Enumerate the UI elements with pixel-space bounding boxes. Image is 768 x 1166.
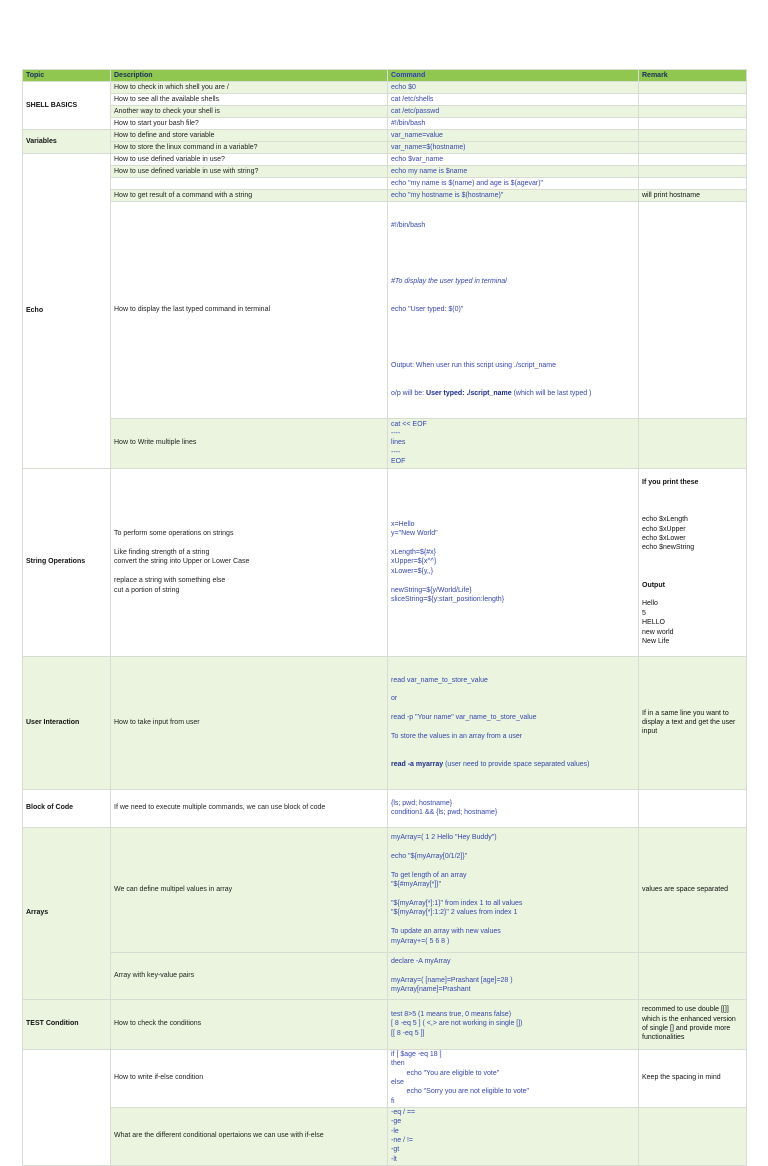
- row-desc: How to use defined variable in use with string?: [111, 166, 388, 178]
- row-remark: [639, 106, 747, 118]
- spacer: [642, 497, 743, 506]
- cmd-emphasis: read -a myarray: [391, 761, 444, 769]
- row-cmd: x=Hello y="New World" xLength=${#x} xUpper=${x^^} xLower=${y,,} newString=${y/World/Life} sliceString=${y:start_position:length}: [388, 468, 639, 656]
- table-row: [23, 190, 747, 202]
- cmd-comment: #To display the user typed in terminal: [391, 277, 507, 285]
- header-topic: Topic: [23, 70, 111, 82]
- table-row: [23, 999, 747, 1049]
- table-row: [23, 468, 747, 656]
- row-desc: How to check in which shell you are /: [111, 82, 388, 94]
- topic-empty: [23, 1049, 111, 1165]
- row-remark: [639, 154, 747, 166]
- cmd-emphasis: User typed: ./script_name: [426, 390, 512, 398]
- row-desc: How to take input from user: [111, 656, 388, 789]
- row-remark: [639, 1107, 747, 1165]
- row-cmd: cat << EOF ---- lines ---- EOF: [388, 418, 639, 468]
- table-row: [23, 827, 747, 952]
- topic-string-operations: String Operations: [23, 468, 111, 656]
- cmd-line: #!/bin/bash: [391, 221, 426, 229]
- remark-heading: Output: [642, 581, 665, 589]
- row-desc: How to Write multiple lines: [111, 418, 388, 468]
- row-cmd: echo "my hostname is $(hostname)": [388, 190, 639, 202]
- table-row: [23, 142, 747, 154]
- row-remark: Keep the spacing in mind: [639, 1049, 747, 1107]
- row-desc: If we need to execute multiple commands, we can use block of code: [111, 789, 388, 827]
- table-row: [23, 82, 747, 94]
- row-desc: [111, 178, 388, 190]
- row-remark: [639, 952, 747, 999]
- table-row: [23, 130, 747, 142]
- header-row: [23, 70, 747, 82]
- row-desc: How to see all the available shells: [111, 94, 388, 106]
- cmd-lines: read var_name_to_store_value or read -p "Your name" var_name_to_store_value To store the values in an array from a user: [391, 676, 537, 741]
- row-desc: What are the different conditional opertaions we can use with if-else: [111, 1107, 388, 1165]
- row-remark: [639, 94, 747, 106]
- row-cmd: echo "my name is $(name) and age is $(agevar)": [388, 178, 639, 190]
- row-desc: How to get result of a command with a string: [111, 190, 388, 202]
- header-command: Command: [388, 70, 639, 82]
- table-row: [23, 178, 747, 190]
- table-row: [23, 789, 747, 827]
- spacer: [391, 333, 635, 342]
- table-row: [23, 154, 747, 166]
- header-remark: Remark: [639, 70, 747, 82]
- cheatsheet-table: [22, 69, 747, 1166]
- table-row: [23, 106, 747, 118]
- row-remark: [639, 166, 747, 178]
- row-desc: To perform some operations on strings Like finding strength of a string convert the string into Upper or Lower Case replace a string with something else cut a portion of string: [111, 468, 388, 656]
- row-cmd: test 8>5 (1 means true, 0 means false) [ 8 -eq 5 ] ( <,> are not working in single []) [[ 8 -eq 5 ]]: [388, 999, 639, 1049]
- row-desc: How to define and store variable: [111, 130, 388, 142]
- row-cmd: -eq / == -ge -le -ne / != -gt -lt: [388, 1107, 639, 1165]
- row-remark: [639, 178, 747, 190]
- row-remark: will print hostname: [639, 190, 747, 202]
- row-desc: We can define multipel values in array: [111, 827, 388, 952]
- topic-echo: Echo: [23, 154, 111, 469]
- topic-user-interaction: User Interaction: [23, 656, 111, 789]
- row-remark: [639, 789, 747, 827]
- row-cmd: echo $var_name: [388, 154, 639, 166]
- table-row: [23, 94, 747, 106]
- cmd-line: [391, 389, 635, 398]
- row-remark: [639, 82, 747, 94]
- topic-arrays: Arrays: [23, 827, 111, 999]
- row-remark: [639, 130, 747, 142]
- row-desc: How to write if-else condition: [111, 1049, 388, 1107]
- row-cmd: [388, 202, 639, 419]
- topic-block-of-code: Block of Code: [23, 789, 111, 827]
- row-cmd: var_name=value: [388, 130, 639, 142]
- row-cmd: var_name=$(hostname): [388, 142, 639, 154]
- row-remark: [639, 118, 747, 130]
- topic-test-condition: TEST Condition: [23, 999, 111, 1049]
- cmd-suffix: (which will be last typed ): [511, 390, 592, 398]
- table-row: [23, 952, 747, 999]
- table-row: [23, 166, 747, 178]
- cmd-line: echo "User typed: $(0)": [391, 306, 464, 314]
- cmd-line: [391, 760, 635, 769]
- row-remark: [639, 468, 747, 656]
- row-cmd: cat /etc/passwd: [388, 106, 639, 118]
- topic-variables: Variables: [23, 130, 111, 154]
- row-cmd: declare -A myArray myArray=( [name]=Prashant [age]=28 ) myArray[name]=Prashant: [388, 952, 639, 999]
- row-cmd: #!/bin/bash: [388, 118, 639, 130]
- row-remark: [639, 418, 747, 468]
- cheatsheet: [22, 69, 746, 1166]
- header-description: Description: [111, 70, 388, 82]
- row-cmd: cat /etc/shells: [388, 94, 639, 106]
- remark-lines: Hello 5 HELLO new world New Life: [642, 600, 674, 646]
- row-desc: How to use defined variable in use?: [111, 154, 388, 166]
- cmd-line: Output: When user run this script using ./script_name: [391, 362, 556, 370]
- spacer: [391, 249, 635, 258]
- row-desc: Another way to check your shell is: [111, 106, 388, 118]
- table-row: [23, 1107, 747, 1165]
- table-row: [23, 1049, 747, 1107]
- row-cmd: myArray=( 1 2 Hello "Hey Buddy") echo "${myArray[0/1/2]}" To get length of an array "${#myArray[*]}" "${myArray[*]:1}" from index 1 to all values "${myArray[*]:1:2}" 2 values from index 1 To update an array with new values myArray+=( 5 6 8 ): [388, 827, 639, 952]
- row-desc: How to start your bash file?: [111, 118, 388, 130]
- row-cmd: echo my name is $name: [388, 166, 639, 178]
- row-remark: recommed to use double [[]] which is the enhanced version of single [] and provide more functionalities: [639, 999, 747, 1049]
- remark-heading: If you print these: [642, 478, 699, 486]
- row-cmd: echo $0: [388, 82, 639, 94]
- row-cmd: {ls; pwd; hostname} condition1 && {ls; pwd; hostname}: [388, 789, 639, 827]
- remark-lines: echo $xLength echo $xUpper echo $xLower echo $newString: [642, 516, 695, 552]
- table-row: [23, 118, 747, 130]
- row-desc: How to store the linux command in a variable?: [111, 142, 388, 154]
- row-remark: [639, 142, 747, 154]
- cmd-suffix: (user need to provide space separated values): [443, 761, 590, 769]
- row-cmd: [388, 656, 639, 789]
- table-row: [23, 418, 747, 468]
- topic-shell-basics: SHELL BASICS: [23, 82, 111, 130]
- table-row: [23, 202, 747, 419]
- spacer: [642, 562, 743, 571]
- row-remark: [639, 202, 747, 419]
- row-desc: Array with key-value pairs: [111, 952, 388, 999]
- row-desc: How to display the last typed command in terminal: [111, 202, 388, 419]
- cmd-prefix: o/p will be:: [391, 390, 427, 398]
- row-desc: How to check the conditions: [111, 999, 388, 1049]
- row-cmd: if [ $age -eq 18 ] then echo "You are eligible to vote" else echo "Sorry you are not eligible to vote" fi: [388, 1049, 639, 1107]
- row-remark: If in a same line you want to display a text and get the user input: [639, 656, 747, 789]
- table-row: [23, 656, 747, 789]
- row-remark: values are space separated: [639, 827, 747, 952]
